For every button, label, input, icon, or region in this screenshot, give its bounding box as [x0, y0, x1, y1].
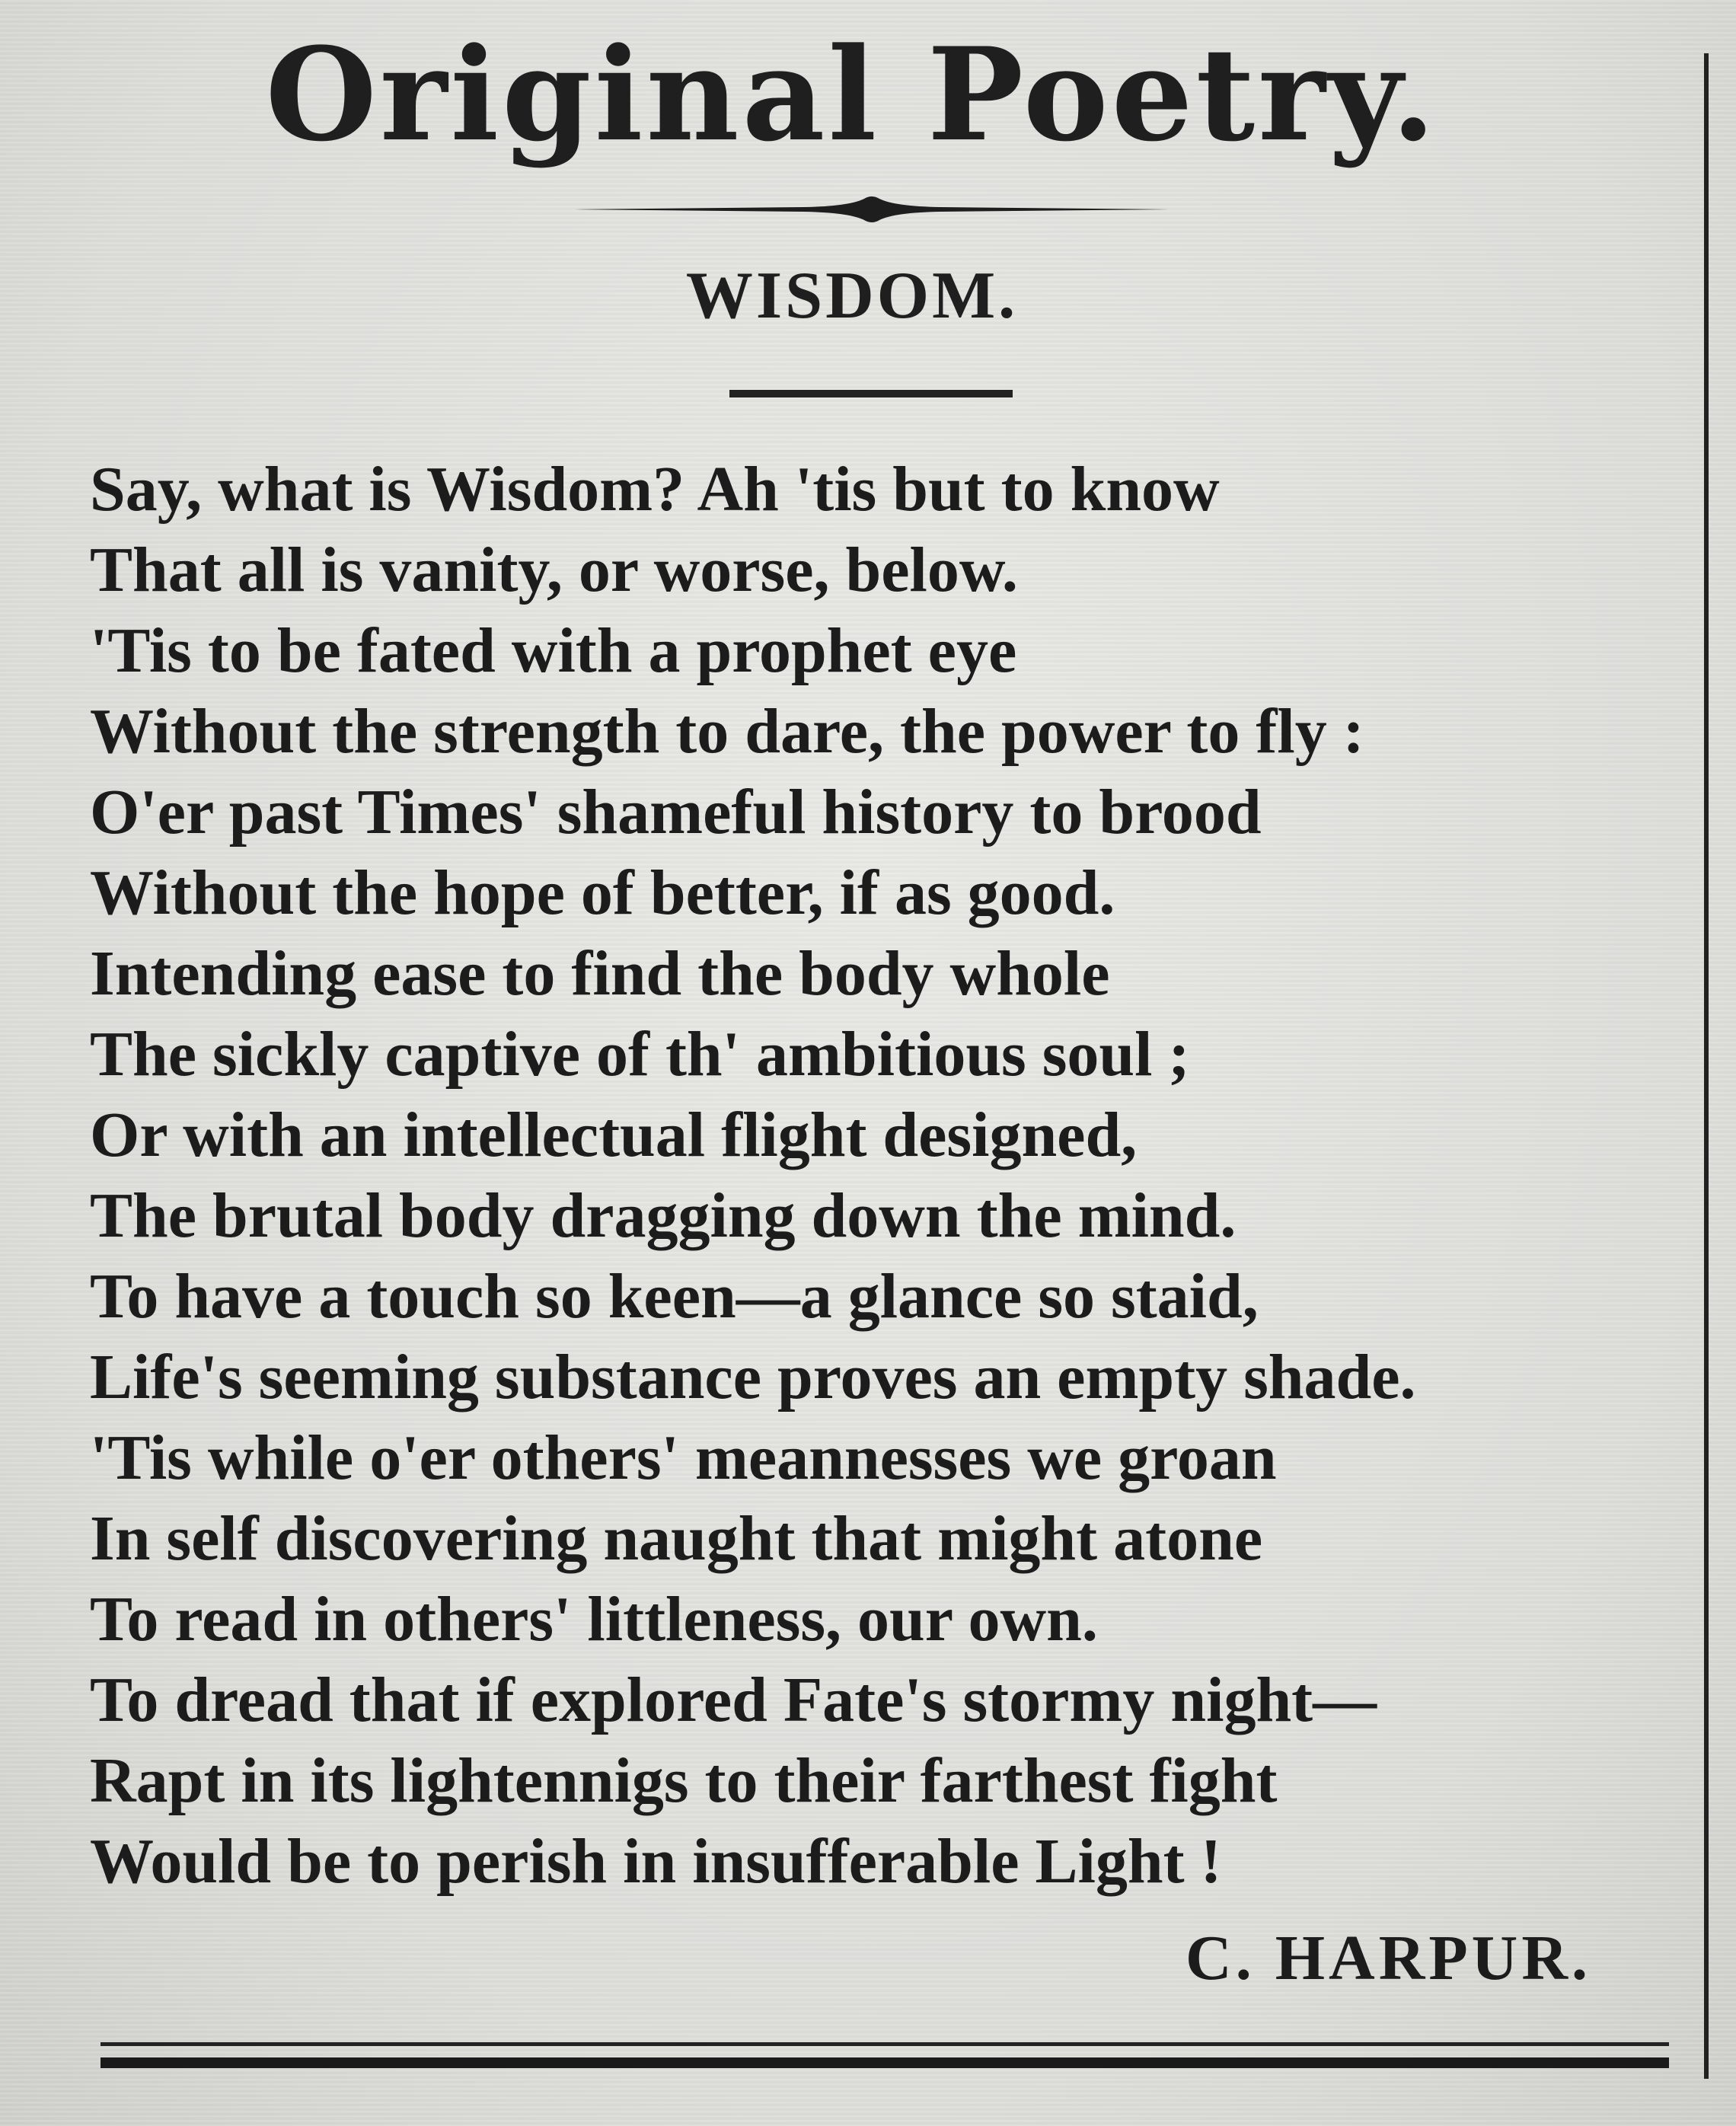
- poem-line: Say, what is Wisdom? Ah 'tis but to know: [90, 454, 1220, 525]
- ornamental-rule: [575, 194, 1169, 225]
- bottom-rule-thick: [101, 2057, 1669, 2068]
- poem-line: In self discovering naught that might atone: [90, 1503, 1263, 1574]
- author-signature: C. HARPUR.: [1186, 1923, 1591, 1994]
- poem-line: O'er past Times' shameful history to brood: [90, 777, 1262, 848]
- poem-line: Would be to perish in insufferable Light !: [90, 1826, 1222, 1897]
- poem-line: Or with an intellectual flight designed,: [90, 1100, 1138, 1170]
- title-rule: [729, 390, 1013, 397]
- poem-line: Life's seeming substance proves an empty shade.: [90, 1342, 1416, 1413]
- poem-line: To read in others' littleness, our own.: [90, 1584, 1098, 1655]
- poem-line: 'Tis while o'er others' meannesses we groan: [90, 1422, 1277, 1493]
- poem-line: To have a touch so keen—a glance so staid,: [90, 1261, 1259, 1332]
- poem-line: That all is vanity, or worse, below.: [90, 535, 1018, 605]
- poem-title: WISDOM.: [685, 259, 1019, 333]
- poem-line: Without the hope of better, if as good.: [90, 857, 1115, 928]
- bottom-rule-thin: [101, 2042, 1669, 2046]
- poem-line: The brutal body dragging down the mind.: [90, 1180, 1237, 1251]
- poem-line: Without the strength to dare, the power to fly :: [90, 696, 1364, 767]
- poem-body: [90, 449, 1696, 1902]
- column-rule: [1704, 53, 1709, 2079]
- poem-line: Intending ease to find the body whole: [90, 938, 1110, 1009]
- poem-line: To dread that if explored Fate's stormy night—: [90, 1665, 1377, 1735]
- poem-line: The sickly captive of th' ambitious soul ;: [90, 1019, 1190, 1090]
- poem-line: Rapt in its lightennigs to their farthest fight: [90, 1745, 1278, 1816]
- poem-line: 'Tis to be fated with a prophet eye: [90, 615, 1017, 686]
- section-heading: Original Poetry.: [265, 19, 1439, 170]
